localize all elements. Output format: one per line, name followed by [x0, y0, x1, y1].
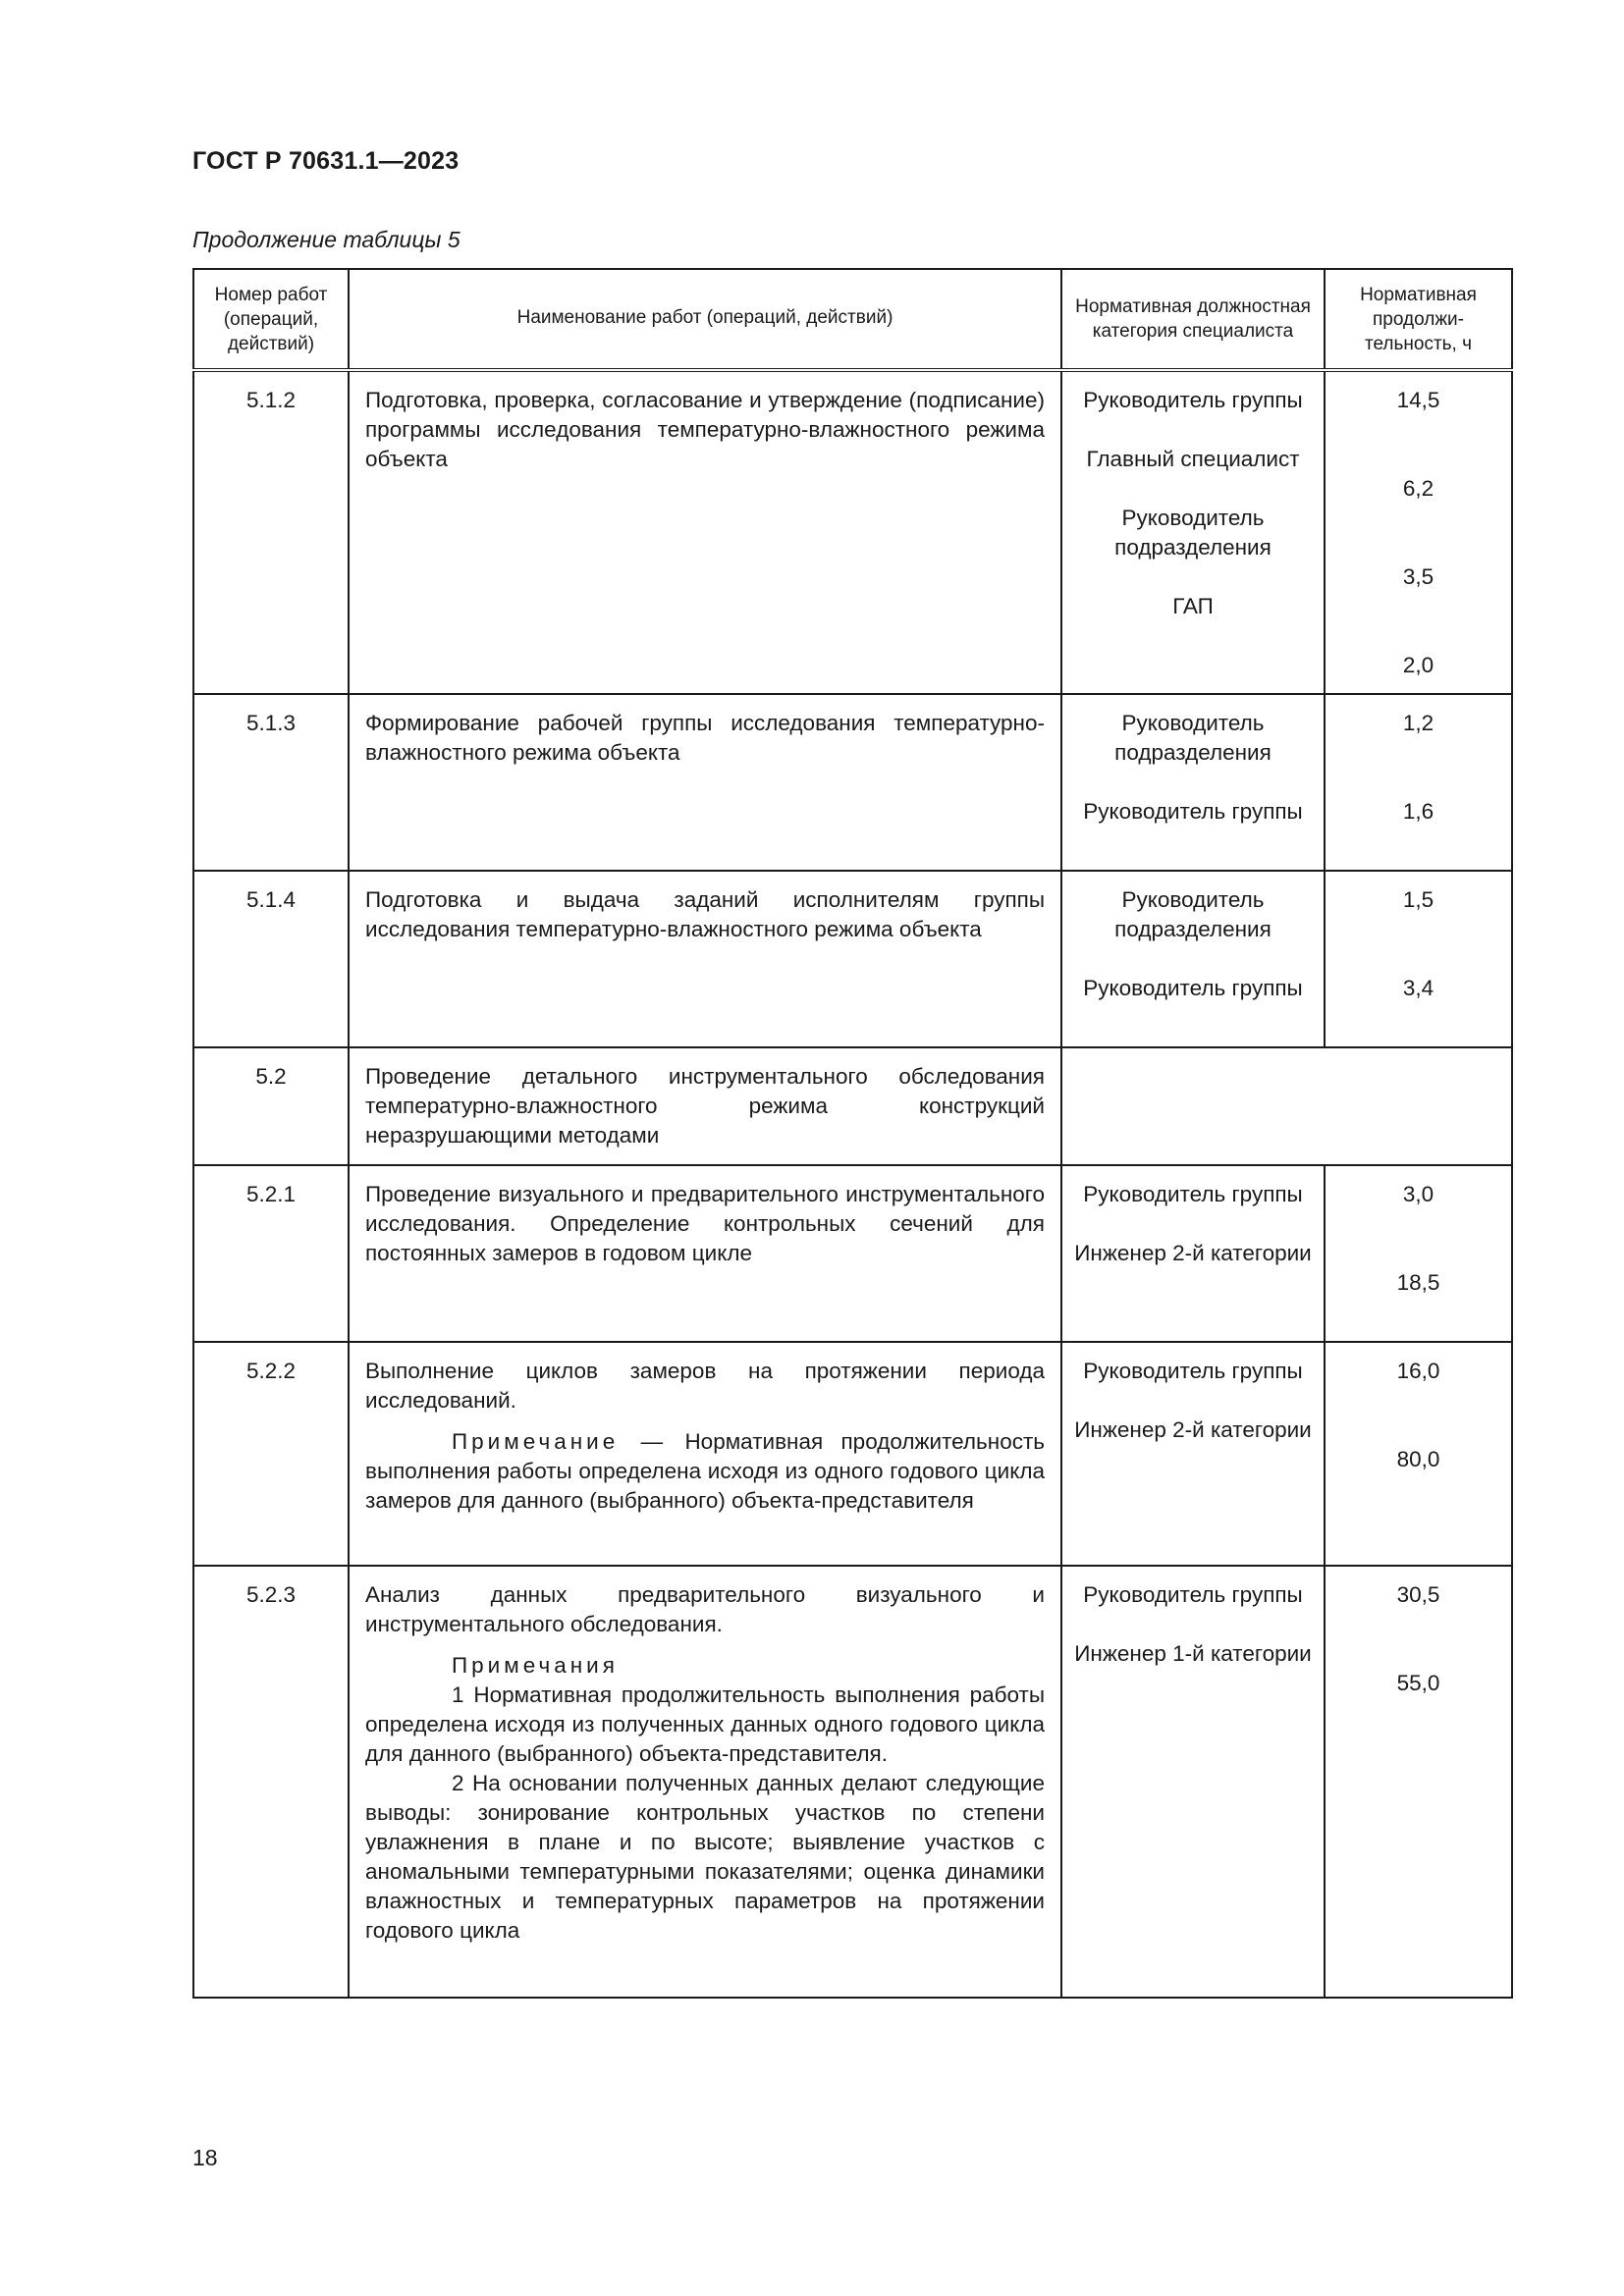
row-positions	[1061, 694, 1325, 871]
duration-entry	[1329, 1669, 1507, 1698]
duration-entry	[1329, 386, 1507, 445]
duration-entry	[1329, 562, 1507, 621]
duration-entry	[1329, 1580, 1507, 1639]
duration-value: 30,5	[1396, 1582, 1440, 1607]
position-entry: Руководитель подразделения	[1114, 887, 1272, 941]
document-header: ГОСТ Р 70631.1—2023	[192, 147, 460, 175]
duration-value: 3,4	[1402, 976, 1435, 1000]
note-text: Нормативная продолжительность выполнения работы определена исходя из одного годового цикла замеров для данного (выбранного) объекта-представителя	[365, 1429, 1045, 1513]
duration-value: 1,2	[1402, 711, 1435, 735]
position-entry: Инженер 2-й категории	[1074, 1241, 1312, 1265]
row-empty-cell	[1061, 1047, 1512, 1165]
row-positions	[1061, 1342, 1325, 1566]
norms-table	[192, 268, 1513, 1999]
row-name	[349, 871, 1061, 1047]
row-number: 5.1.4	[193, 871, 349, 1047]
row-positions	[1061, 1566, 1325, 1998]
column-header-name: Наименование работ (операций, действий)	[349, 269, 1061, 370]
row-name	[349, 370, 1061, 694]
duration-value: 3,5	[1402, 564, 1435, 589]
work-name: Формирование рабочей группы исследования температурно-влажностного режима объекта	[365, 711, 1045, 765]
row-durations	[1325, 1342, 1512, 1566]
duration-value: 1,5	[1402, 887, 1435, 912]
table-row	[193, 694, 1512, 871]
row-number: 5.2.2	[193, 1342, 349, 1566]
column-header-duration: Нормативная продолжи-тельность, ч	[1325, 269, 1512, 370]
position-entry: Руководитель подразделения	[1114, 711, 1272, 765]
position-entry: Руководитель группы	[1083, 799, 1303, 824]
work-name: Подготовка и выдача заданий исполнителям группы исследования температурно-влажностного режима объекта	[365, 887, 1045, 941]
note-item: 2 На основании полученных данных делают следующие выводы: зонирование контрольных участков по степени увлажнения в плане и по высоте; выявление участков с аномальными температурными показателями; оценка динамики влажностных и температурных параметров на протяжении годового цикла	[365, 1771, 1045, 1943]
row-name	[349, 1165, 1061, 1342]
row-name	[349, 1566, 1061, 1998]
notes-label: Примечания	[452, 1653, 619, 1678]
row-number: 5.2.1	[193, 1165, 349, 1342]
duration-value: 55,0	[1396, 1671, 1440, 1695]
row-durations	[1325, 1566, 1512, 1998]
position-entry: Руководитель подразделения	[1114, 506, 1272, 560]
duration-value: 16,0	[1396, 1359, 1440, 1383]
work-name: Выполнение циклов замеров на протяжении периода исследований.	[365, 1359, 1045, 1413]
row-number: 5.2.3	[193, 1566, 349, 1998]
duration-value: 2,0	[1402, 653, 1435, 677]
duration-value: 1,6	[1402, 799, 1435, 824]
column-header-number: Номер работ (операций, действий)	[193, 269, 349, 370]
note-item: 1 Нормативная продолжительность выполнения работы определена исходя из полученных данных одного годового цикла для данного (выбранного) объекта-представителя.	[365, 1682, 1045, 1766]
work-name: Подготовка, проверка, согласование и утверждение (подписание) программы исследования температурно-влажностного режима объекта	[365, 388, 1045, 471]
row-durations	[1325, 370, 1512, 694]
row-durations	[1325, 1165, 1512, 1342]
row-number: 5.2	[193, 1047, 349, 1165]
position-entry: Руководитель группы	[1083, 1359, 1303, 1383]
row-number: 5.1.2	[193, 370, 349, 694]
position-entry: Руководитель группы	[1083, 1182, 1303, 1206]
duration-value: 18,5	[1396, 1270, 1440, 1295]
duration-value: 6,2	[1402, 476, 1435, 501]
row-positions	[1061, 871, 1325, 1047]
position-entry: Руководитель группы	[1083, 976, 1303, 1000]
duration-entry	[1329, 1357, 1507, 1415]
table-row	[193, 1047, 1512, 1165]
duration-value: 80,0	[1396, 1447, 1440, 1471]
duration-entry	[1329, 797, 1507, 827]
position-entry: Руководитель группы	[1083, 1582, 1303, 1607]
position-entry: ГАП	[1172, 594, 1214, 618]
duration-entry	[1329, 1445, 1507, 1474]
note-label: Примечание —	[452, 1429, 668, 1454]
position-entry: Инженер 2-й категории	[1074, 1417, 1312, 1442]
row-name	[349, 694, 1061, 871]
work-name: Проведение визуального и предварительного инструментального исследования. Определение контрольных сечений для постоянных замеров в годовом цикле	[365, 1182, 1045, 1265]
work-note	[365, 1427, 1045, 1516]
table-row	[193, 1566, 1512, 1998]
duration-entry	[1329, 1268, 1507, 1298]
duration-entry	[1329, 474, 1507, 533]
position-entry: Руководитель группы	[1083, 388, 1303, 412]
duration-entry	[1329, 974, 1507, 1003]
work-name: Анализ данных предварительного визуального и инструментального обследования.	[365, 1582, 1045, 1636]
work-name: Проведение детального инструментального обследования температурно-влажностного режима конструкций неразрушающими методами	[365, 1064, 1045, 1148]
table-row	[193, 1165, 1512, 1342]
duration-entry	[1329, 709, 1507, 768]
row-positions	[1061, 1165, 1325, 1342]
table-row	[193, 871, 1512, 1047]
page-number: 18	[192, 2145, 218, 2170]
duration-entry	[1329, 885, 1507, 944]
table-row	[193, 1342, 1512, 1566]
row-name	[349, 1047, 1061, 1165]
table-header-row	[193, 269, 1512, 370]
column-header-position: Нормативная должностная категория специалиста	[1061, 269, 1325, 370]
row-durations	[1325, 871, 1512, 1047]
row-number: 5.1.3	[193, 694, 349, 871]
duration-entry	[1329, 1180, 1507, 1239]
row-name	[349, 1342, 1061, 1566]
position-entry: Главный специалист	[1086, 447, 1300, 471]
table-row	[193, 370, 1512, 694]
duration-entry	[1329, 651, 1507, 680]
row-durations	[1325, 694, 1512, 871]
row-positions	[1061, 370, 1325, 694]
table-caption: Продолжение таблицы 5	[192, 227, 460, 252]
duration-value: 14,5	[1396, 388, 1440, 412]
duration-value: 3,0	[1402, 1182, 1435, 1206]
position-entry: Инженер 1-й категории	[1074, 1641, 1312, 1666]
